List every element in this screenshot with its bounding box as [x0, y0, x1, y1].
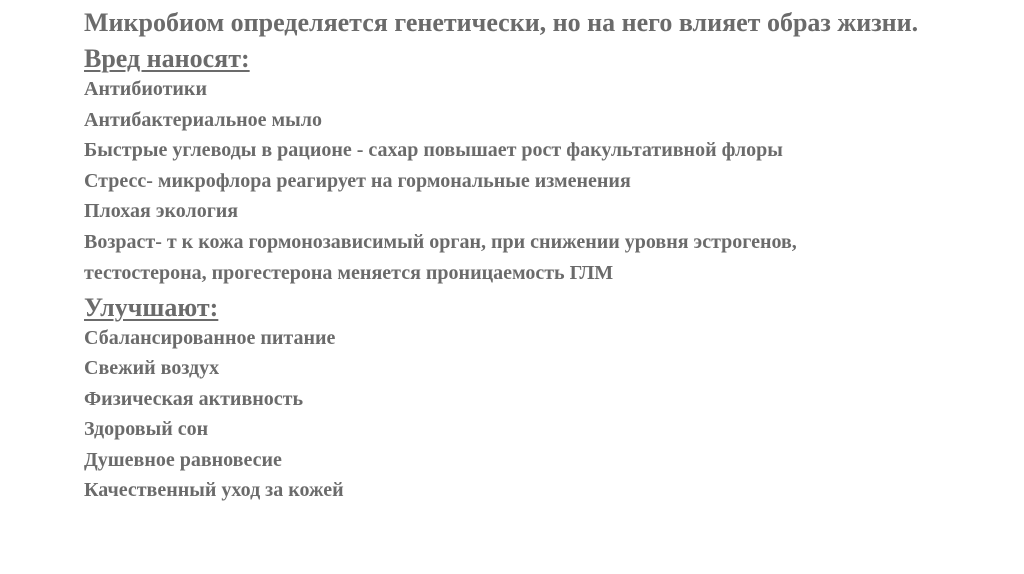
list-item: Физическая активность	[84, 387, 304, 410]
list-item: Душевное равновесие	[84, 448, 282, 471]
list-item: Качественный уход за кожей	[84, 479, 344, 501]
harm-heading: Вред наносят:	[84, 44, 250, 73]
list-item: Быстрые углеводы в рационе - сахар повышает рост факультативной флоры	[84, 139, 783, 161]
improve-list	[84, 323, 1004, 506]
list-item: Возраст- т к кожа гормонозависимый орган, при снижении уровня эстрогенов, тестостерона, прогестерона меняется проницаемость ГЛМ	[84, 230, 797, 284]
harm-list	[84, 74, 1004, 289]
list-item: Свежий воздух	[84, 357, 220, 379]
list-item: Антибактериальное мыло	[84, 108, 323, 131]
list-item: Стресс- микрофлора реагирует на гормональные изменения	[84, 169, 631, 192]
list-item: Антибиотики	[84, 78, 207, 100]
improve-heading: Улучшают:	[84, 292, 219, 322]
slide-content	[84, 6, 1004, 506]
list-item: Здоровый сон	[84, 418, 209, 440]
intro-text: Микробиом определяется генетически, но на него влияет образ жизни.	[84, 8, 919, 37]
list-item: Плохая экология	[84, 200, 239, 222]
list-item: Сбалансированное питание	[84, 326, 336, 349]
